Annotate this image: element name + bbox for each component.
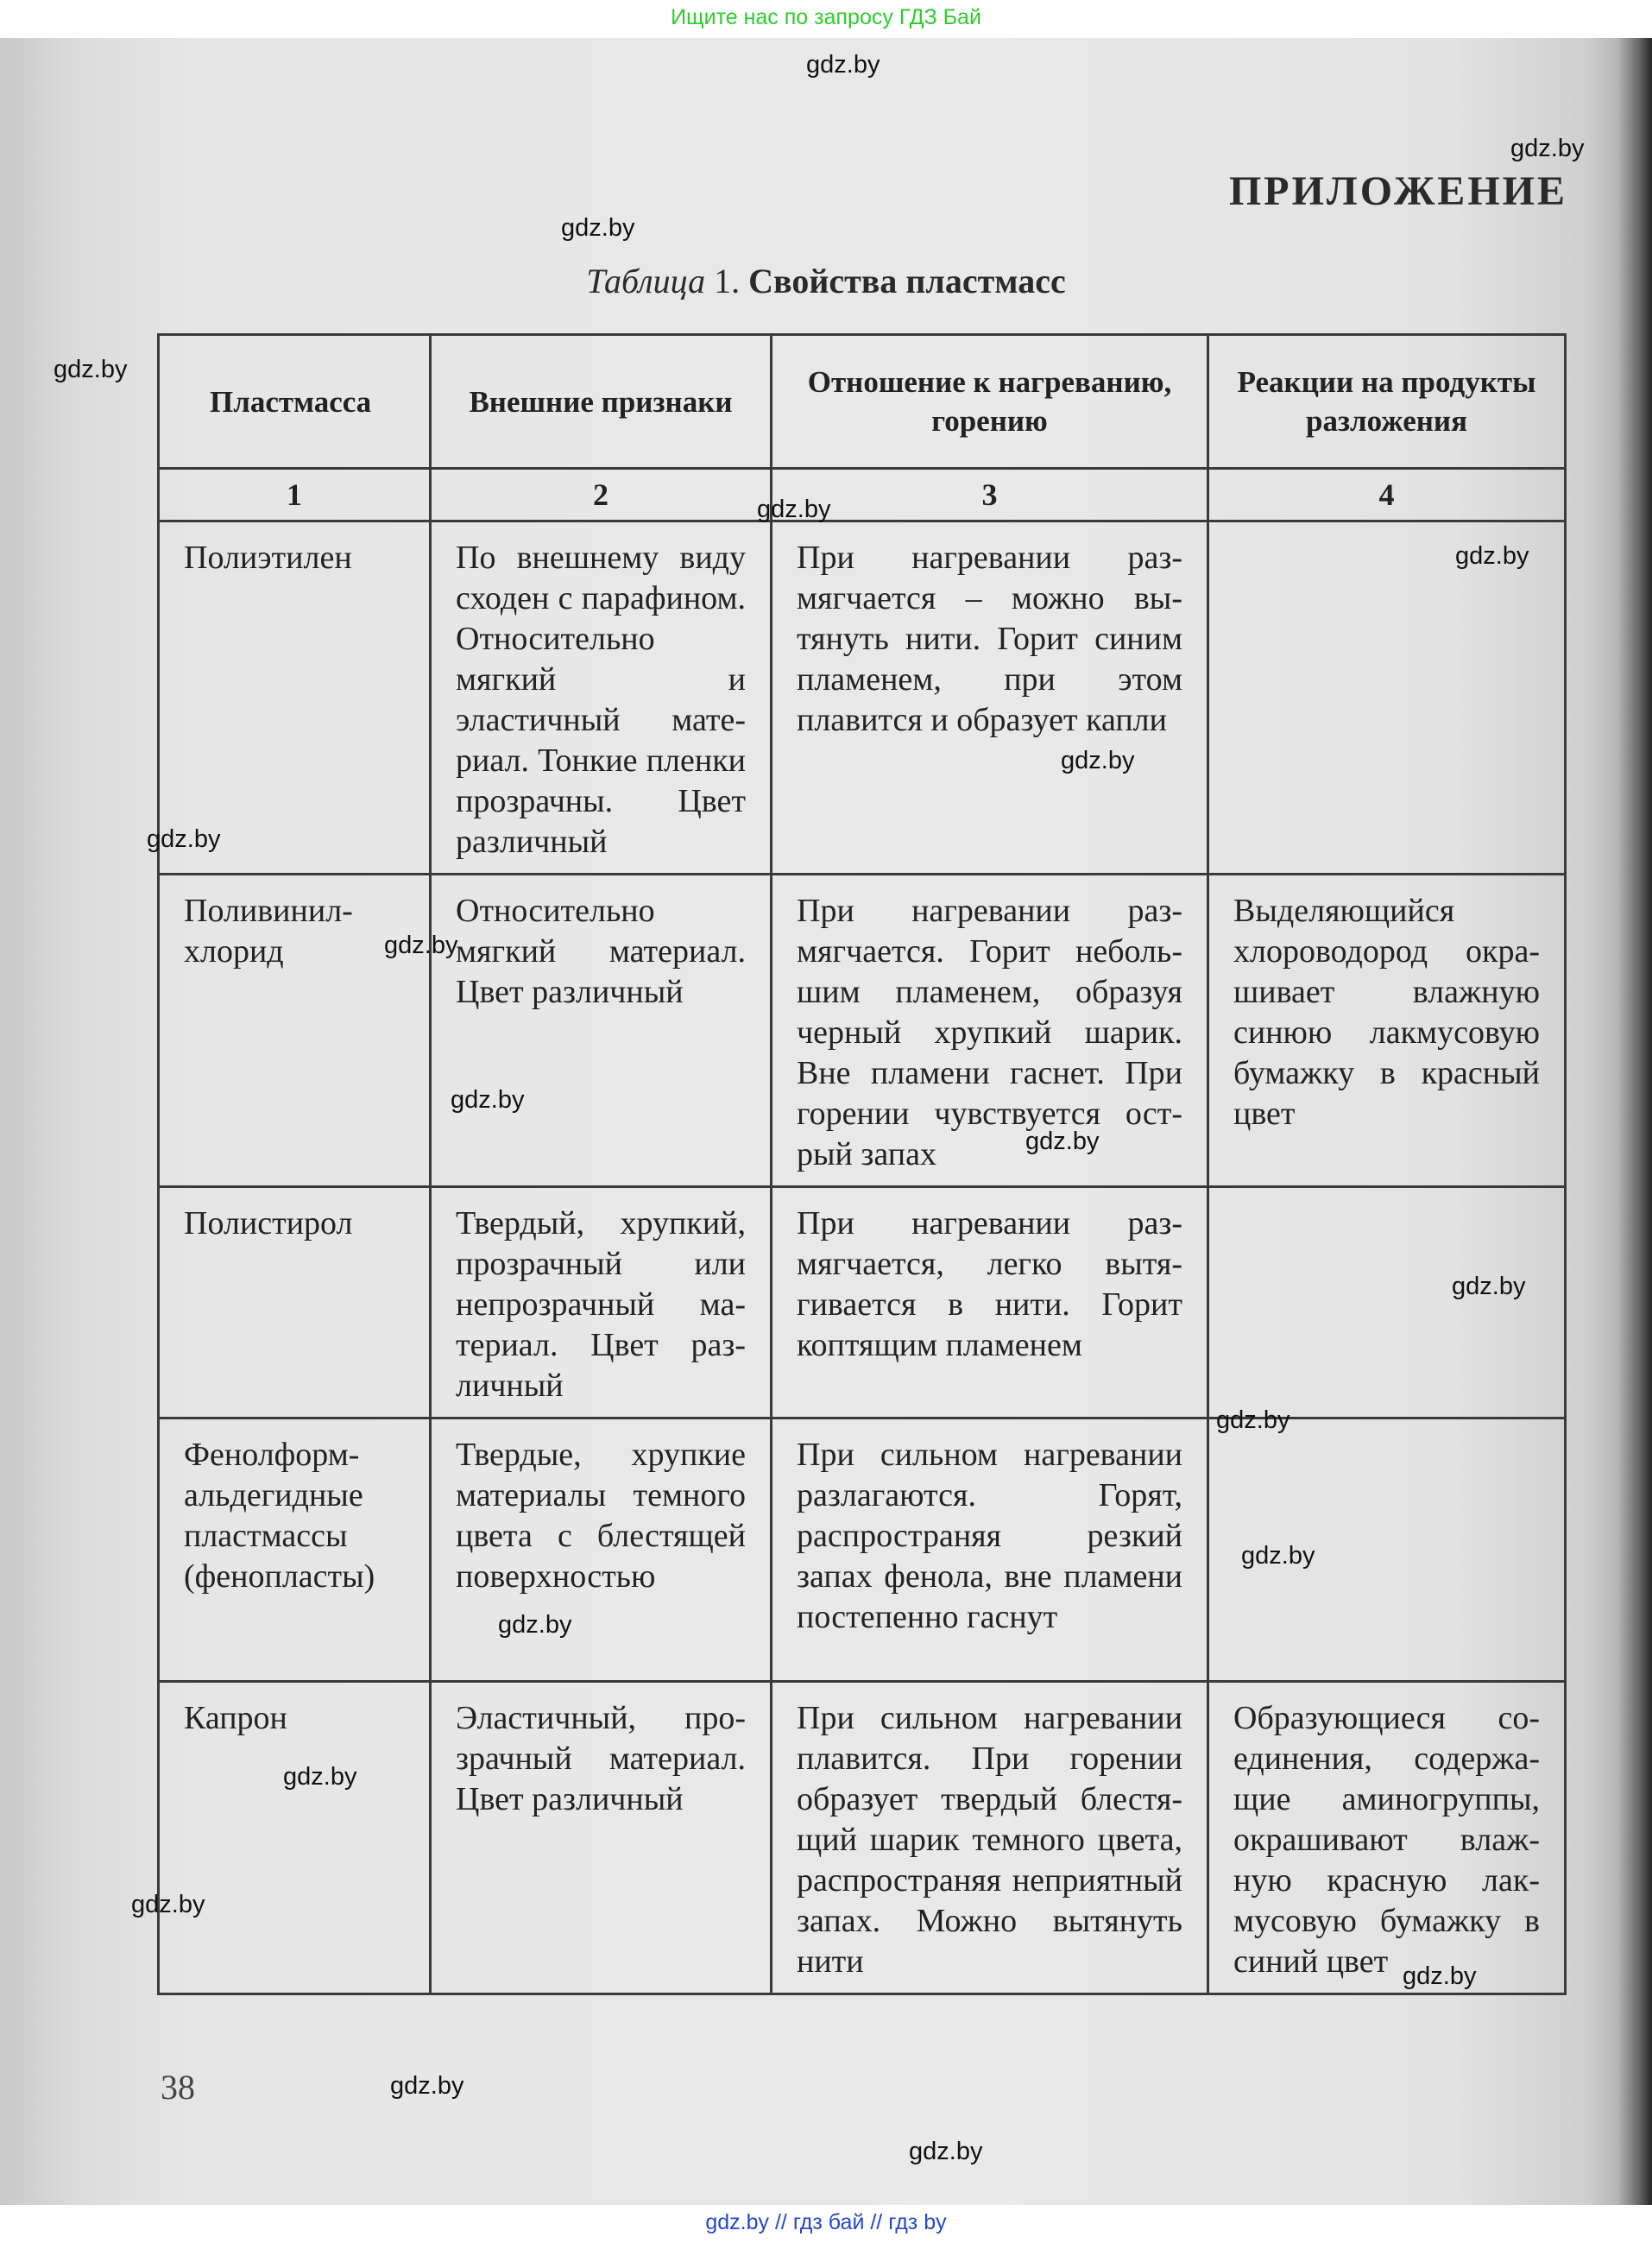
watermark: gdz.by [451, 1086, 525, 1114]
plastic-name: Капрон [159, 1682, 431, 1994]
page-title: ПРИЛОЖЕНИЕ [1228, 168, 1567, 214]
heating-cell: При нагревании размягчается. Горит небольшим пламенем, образуя черный хрупкий шарик. Вне пламени гаснет. При горении чувствуется острый запах [772, 875, 1208, 1187]
column-number: 4 [1208, 469, 1566, 521]
top-banner[interactable]: Ищите нас по запросу ГДЗ Бай [0, 0, 1652, 38]
watermark: gdz.by [1216, 1406, 1290, 1434]
appearance-cell: Твердый, хрупкий, прозрачный или непрозрачный материал. Цвет различный [431, 1187, 772, 1418]
watermark: gdz.by [131, 1891, 205, 1918]
caption-number: 1. [705, 262, 749, 300]
appearance-cell: Твердые, хрупкие материалы темного цвета с блестящей поверхностью [431, 1418, 772, 1682]
table-row [159, 1418, 1566, 1682]
watermark: gdz.by [806, 51, 880, 79]
heating-cell: При нагревании размягчается – можно вытянуть нити. Горит синим пламенем, при этом плавится и образует капли [772, 521, 1208, 875]
reaction-cell: Образующиеся соединения, содержащие аминогруппы, окрашивают влажную красную лакмусовую бумажку в синий цвет [1208, 1682, 1566, 1994]
plastic-name: Полистирол [159, 1187, 431, 1418]
footer-links[interactable]: gdz.by // гдз бай // гдз by [0, 2205, 1652, 2243]
column-number: 1 [159, 469, 431, 521]
watermark: gdz.by [54, 356, 128, 383]
header-heating: Отношение к нагреванию, горению [772, 335, 1208, 469]
watermark: gdz.by [498, 1611, 572, 1639]
caption-title: Свойства пластмасс [748, 262, 1066, 300]
table-caption [0, 261, 1652, 301]
column-number: 2 [431, 469, 772, 521]
watermark: gdz.by [147, 825, 221, 853]
heating-cell: При сильном нагревании разлагаются. Горят, распространяя резкий запах фенола, вне пламени постепенно гаснут [772, 1418, 1208, 1682]
plastic-name: Поливинилхлорид [159, 875, 431, 1187]
column-number: 3 [772, 469, 1208, 521]
table-row [159, 1187, 1566, 1418]
table-row [159, 875, 1566, 1187]
watermark: gdz.by [1241, 1542, 1315, 1570]
watermark: gdz.by [1510, 135, 1585, 162]
heating-cell: При сильном нагревании плавится. При горении образует твердый блестящий шарик темного цвета, распространяя неприятный запах. Можно вытянуть нити [772, 1682, 1208, 1994]
reaction-cell [1208, 1187, 1566, 1418]
page-spine-shadow [1617, 38, 1652, 2205]
page-number: 38 [161, 2068, 195, 2107]
watermark: gdz.by [561, 214, 635, 242]
heating-cell: При нагревании размягчается, легко вытягивается в нити. Горит коптящим пламенем [772, 1187, 1208, 1418]
column-number-row [159, 469, 1566, 521]
header-reaction: Реакции на продукты разложения [1208, 335, 1566, 469]
reaction-cell [1208, 521, 1566, 875]
watermark: gdz.by [909, 2138, 983, 2165]
appearance-cell: По внешнему виду сходен с парафином. Относительно мягкий и эластичный материал. Тонкие пленки прозрачны. Цвет различный [431, 521, 772, 875]
appearance-cell: Эластичный, прозрачный материал. Цвет различный [431, 1682, 772, 1994]
plastic-name: Полиэтилен [159, 521, 431, 875]
table-row [159, 521, 1566, 875]
watermark: gdz.by [1455, 542, 1529, 570]
header-plastic: Пластмасса [159, 335, 431, 469]
table-header-row [159, 335, 1566, 469]
plastics-properties-table [157, 333, 1567, 1995]
header-appearance: Внешние признаки [431, 335, 772, 469]
appearance-cell: Относительно мягкий материал. Цвет различный [431, 875, 772, 1187]
scanned-page [0, 38, 1652, 2205]
watermark: gdz.by [283, 1763, 357, 1791]
watermark: gdz.by [1403, 1962, 1477, 1990]
watermark: gdz.by [1061, 747, 1135, 774]
table-row [159, 1682, 1566, 1994]
caption-label: Таблица [586, 262, 706, 300]
watermark: gdz.by [390, 2072, 464, 2100]
watermark: gdz.by [1452, 1273, 1526, 1300]
watermark: gdz.by [384, 932, 458, 959]
watermark: gdz.by [1025, 1128, 1100, 1155]
plastic-name: Фенолформальдегидные пластмассы (фенопласты) [159, 1418, 431, 1682]
watermark: gdz.by [757, 496, 831, 523]
reaction-cell: Выделяющийся хлороводород окрашивает влажную синюю лакмусовую бумажку в красный цвет [1208, 875, 1566, 1187]
